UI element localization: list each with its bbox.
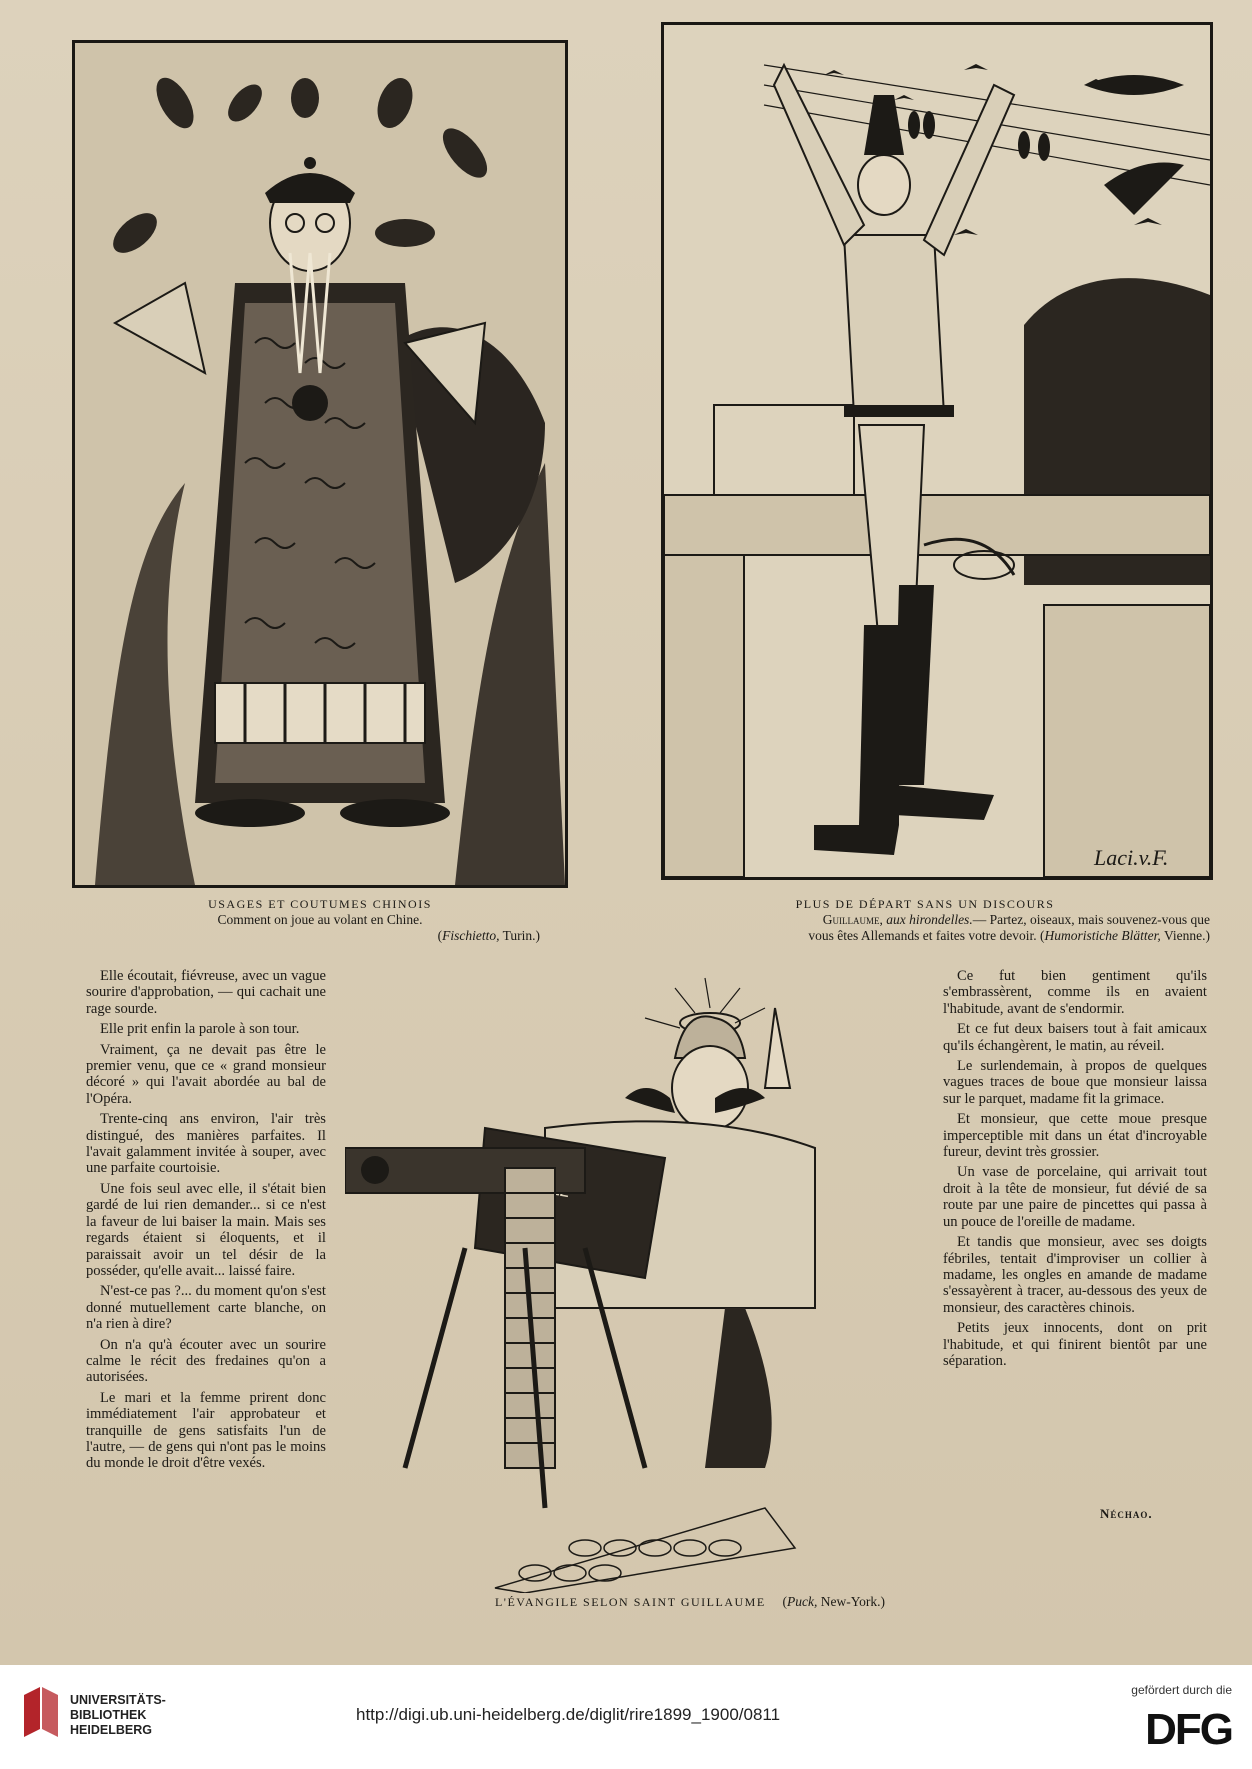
right-paragraph: Et tandis que monsieur, avec ses doigts fébriles, tentait d'improviser un collier à madame, les ongles en amande de madame s'essayèrent à tracer, au-dessous des yeux de monsieur, des caractères chinois.	[943, 1234, 1207, 1316]
caption-right-line1-text: — Partez, oiseaux, mais souvenez-vous que	[972, 912, 1210, 927]
dfg-logo[interactable]: DFG	[1145, 1705, 1232, 1754]
right-paragraph: Petits jeux innocents, dont on prit l'habitude, et qui finirent bientôt par une séparation.	[943, 1320, 1207, 1369]
left-text-column	[86, 968, 326, 1476]
caption-left	[100, 896, 540, 944]
caption-right-title: PLUS DE DÉPART SANS UN DISCOURS	[795, 897, 1055, 911]
right-paragraph: Et monsieur, que cette moue presque imperceptible mit dans un état d'incroyable fureur, devint très grossier.	[943, 1111, 1207, 1161]
caption-left-source: (Fischietto, Turin.)	[437, 928, 540, 943]
right-text-column	[943, 968, 1207, 1373]
caption-right-speaker: Guillaume,	[822, 912, 883, 927]
caption-center-title: L'ÉVANGILE SELON SAINT GUILLAUME	[494, 1595, 766, 1609]
illustration-chinese-mandarin	[72, 40, 568, 888]
viewer-footer	[0, 1665, 1252, 1769]
mandarin-drawing	[75, 43, 565, 885]
institution-name[interactable]	[70, 1693, 166, 1738]
funding-note: gefördert durch die	[1131, 1683, 1232, 1697]
left-paragraph: N'est-ce pas ?... du moment qu'on s'est donné mutuellement carte blanche, on n'a rien à dire?	[86, 1283, 326, 1333]
left-paragraph: Vraiment, ça ne devait pas être le premier venu, que ce « grand monsieur décoré » qui l'avait abordée au bal de l'Opéra.	[86, 1041, 326, 1107]
left-paragraph: On n'a qu'à écouter avec un sourire calme le récit des fredaines qu'on a autorisées.	[86, 1336, 326, 1386]
university-logo-icon[interactable]	[20, 1687, 62, 1741]
caption-left-source-name: Fischietto,	[442, 928, 500, 943]
institution-line: HEIDELBERG	[70, 1723, 152, 1737]
left-paragraph: Elle écoutait, fiévreuse, avec un vague sourire d'approbation, — qui cachait une rage sourde.	[86, 968, 326, 1017]
caption-right-line2-text: vous êtes Allemands et faites votre devoir.	[808, 928, 1037, 943]
caption-left-title: USAGES ET COUTUMES CHINOIS	[208, 897, 432, 911]
left-paragraph: Le mari et la femme prirent donc immédiatement l'air approbateur et tranquille de gens satisfaits l'un de l'autre, — de gens qui n'ont pas le moins du monde le droit d'être vexés.	[86, 1389, 326, 1472]
caption-left-source-place: Turin.	[502, 928, 536, 943]
bible-gun-drawing	[345, 948, 915, 1593]
left-paragraph: Une fois seul avec elle, il s'était bien gardé de lui rien demander... si ce n'est la faveur de lui baiser la main. Mais ses regards étaient si éloquents, et il paraissait avoir un tel désir de la posséder, qu'elle avait... laissé faire.	[86, 1180, 326, 1279]
left-paragraph: Elle prit enfin la parole à son tour.	[100, 1021, 300, 1038]
right-paragraph: Un vase de porcelaine, qui arrivait tout droit à la tête de monsieur, fut dévié de sa route par une paire de pincettes qui passa à un pouce de l'oreille de madame.	[943, 1164, 1207, 1230]
right-paragraph: Le surlendemain, à propos de quelques vagues traces de boue que monsieur laissa sur le parquet, madame fit la grimace.	[943, 1058, 1207, 1107]
right-paragraph: Et ce fut deux baisers tout à fait amicaux qu'ils échangèrent, le matin, au réveil.	[943, 1021, 1207, 1054]
caption-right-source-place: Vienne.	[1163, 928, 1206, 943]
illustration-bible-machine-gun	[345, 948, 915, 1593]
caption-right-addressee: aux hirondelles.	[886, 912, 973, 927]
caption-left-line: Comment on joue au volant en Chine.	[217, 912, 423, 927]
caption-center-source-place: New-York.	[820, 1594, 881, 1609]
caption-center: L'ÉVANGILE SELON SAINT GUILLAUME (Puck, New-York.)	[494, 1594, 886, 1609]
illustration-guillaume-swallows	[661, 22, 1213, 880]
caption-right-line1	[640, 912, 1210, 928]
caption-center-source-name: Puck,	[787, 1594, 818, 1609]
caption-right-source-name: Humoristiche Blätter,	[1044, 928, 1161, 943]
institution-line: UNIVERSITÄTS-	[70, 1693, 166, 1707]
guillaume-drawing	[664, 25, 1210, 877]
right-paragraph: Ce fut bien gentiment qu'ils s'embrassèrent, comme ils en avaient l'habitude, avant de s'endormir.	[943, 968, 1207, 1017]
author-signature: Néchao.	[1100, 1506, 1153, 1521]
artist-signature: Laci.v.F.	[1094, 845, 1169, 870]
institution-line: BIBLIOTHEK	[70, 1708, 147, 1722]
permalink-url[interactable]: http://digi.ub.uni-heidelberg.de/diglit/rire1899_1900/0811	[356, 1705, 781, 1724]
caption-right-line2: vous êtes Allemands et faites votre devoir. (Humoristiche Blätter, Vienne.)	[808, 928, 1210, 943]
left-paragraph: Trente-cinq ans environ, l'air très distingué, des manières parfaites. Il l'avait galamment invitée à souper, avec une parfaite courtoisie.	[86, 1111, 326, 1177]
caption-right	[640, 896, 1210, 944]
